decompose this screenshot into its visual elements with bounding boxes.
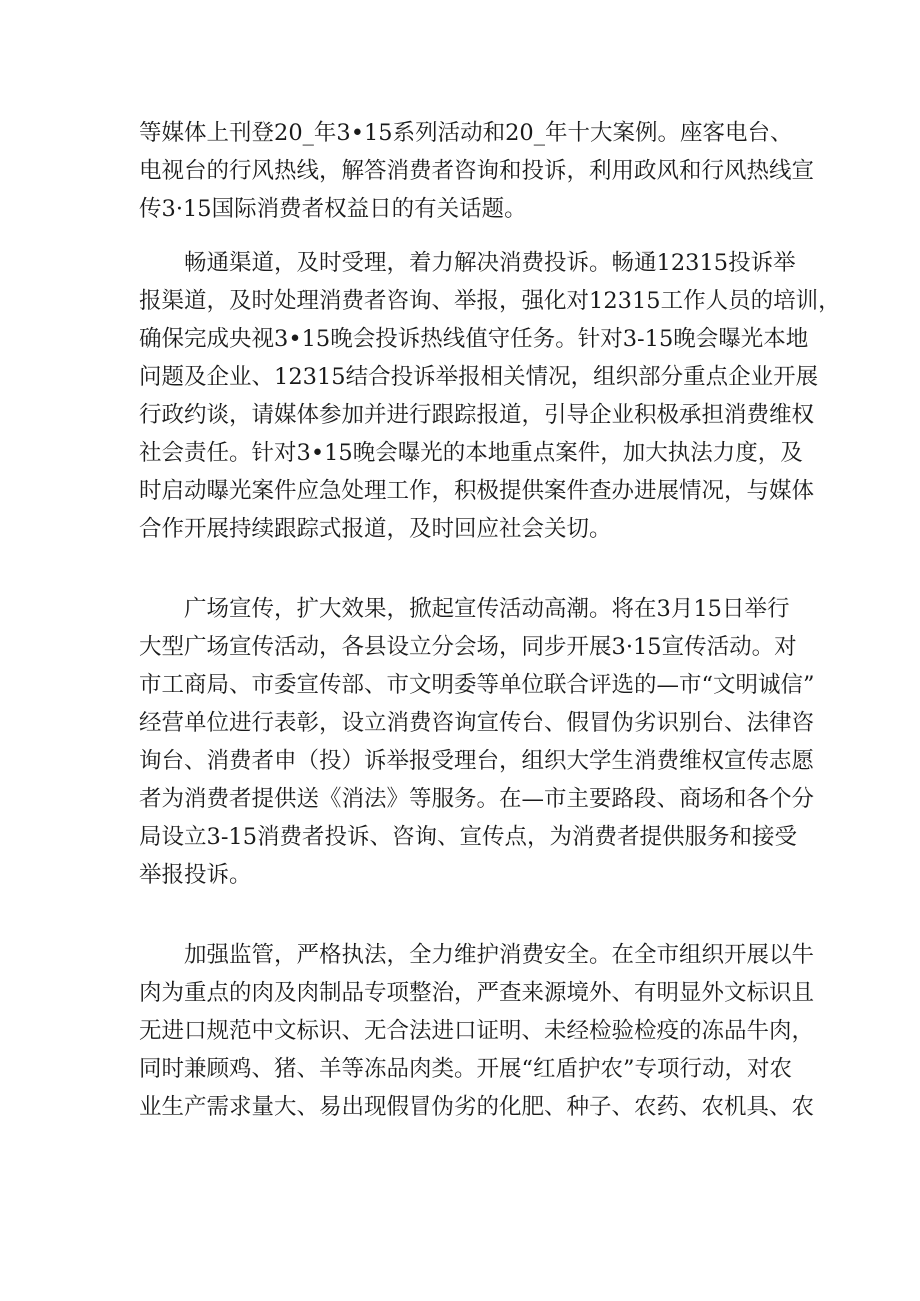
text-line: 大型广场宣传活动，各县设立分会场，同步开展3·15宣传活动。对 [139,634,797,660]
text-line: 无进口规范中文标识、无合法进口证明、未经检验检疫的冻品牛肉， [139,1018,815,1044]
text-line: 经营单位进行表彰，设立消费咨询宣传台、假冒伪劣识别台、法律咨 [139,710,815,736]
paragraph-first-line: 加强监管，严格执法，全力维护消费安全。在全市组织开展以牛 [184,942,815,968]
text-line: 肉为重点的肉及肉制品专项整治，严查来源境外、有明显外文标识且 [139,980,815,1006]
text-line: 局设立3-15消费者投诉、咨询、宣传点，为消费者提供服务和接受 [139,824,798,850]
text-line: 确保完成央视3•15晚会投诉热线值守任务。针对3-15晚会曝光本地 [139,326,809,352]
text-line: 询台、消费者申（投）诉举报受理台，组织大学生消费维权宣传志愿 [139,748,815,774]
text-line: 社会责任。针对3•15晚会曝光的本地重点案件，加大执法力度，及 [139,440,803,466]
text-line: 同时兼顾鸡、猪、羊等冻品肉类。开展“红盾护农”专项行动，对农 [139,1056,793,1082]
text-line: 业生产需求量大、易出现假冒伪劣的化肥、种子、农药、农机具、农 [139,1094,815,1120]
text-line: 传3·15国际消费者权益日的有关话题。 [139,196,527,222]
text-line: 等媒体上刊登20_年3•15系列活动和20_年十大案例。座客电台、 [139,120,793,146]
text-line: 行政约谈，请媒体参加并进行跟踪报道，引导企业积极承担消费维权 [139,402,815,428]
text-line: 者为消费者提供送《消法》等服务。在—市主要路段、商场和各个分 [139,786,815,812]
text-line: 问题及企业、12315结合投诉举报相关情况，组织部分重点企业开展 [139,364,819,390]
text-line: 市工商局、市委宣传部、市文明委等单位联合评选的—市“文明诚信” [139,672,815,698]
text-line: 报渠道，及时处理消费者咨询、举报，强化对12315工作人员的培训， [139,288,841,314]
text-line: 电视台的行风热线，解答消费者咨询和投诉，利用政风和行风热线宣 [139,158,815,184]
text-line: 合作开展持续跟踪式报道，及时回应社会关切。 [139,516,612,542]
text-line: 举报投诉。 [139,862,252,888]
paragraph-first-line: 广场宣传，扩大效果，掀起宣传活动高潮。将在3月15日举行 [184,596,790,622]
text-line: 时启动曝光案件应急处理工作，积极提供案件查办进展情况，与媒体 [139,478,815,504]
paragraph-first-line: 畅通渠道，及时受理，着力解决消费投诉。畅通12315投诉举 [184,250,796,276]
